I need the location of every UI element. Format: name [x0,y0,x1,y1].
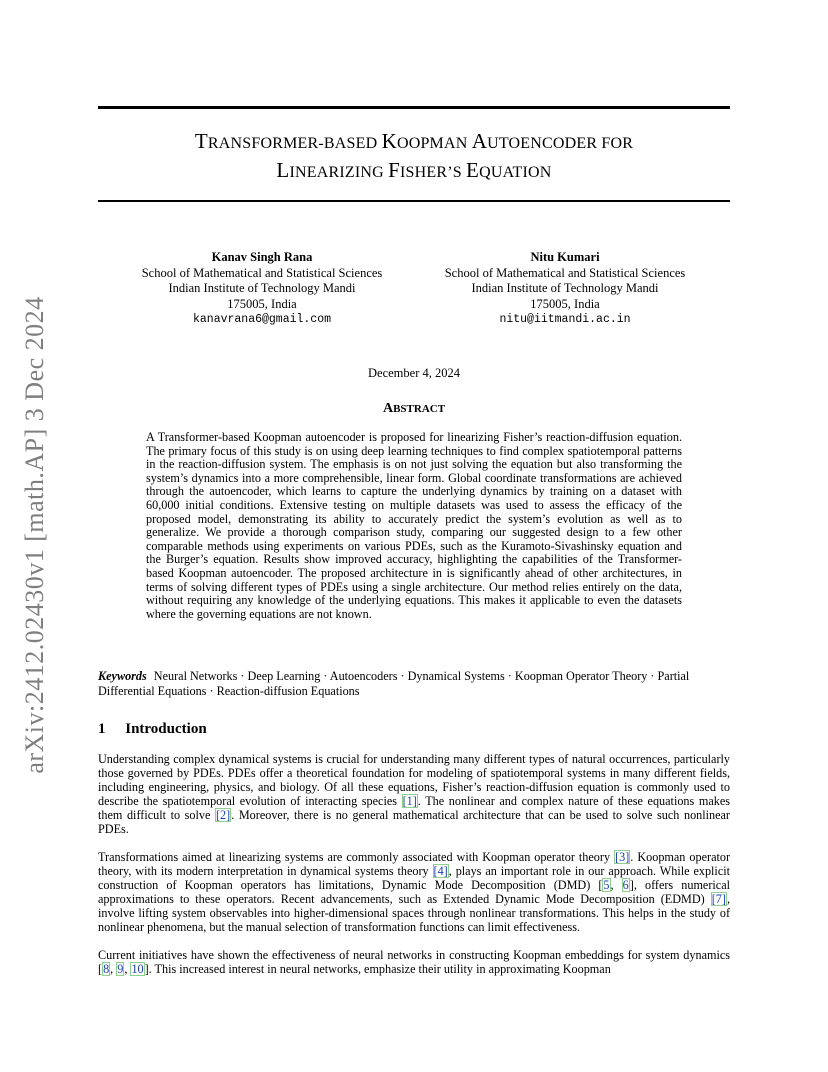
citation-link[interactable]: 5 [603,877,610,892]
intro-paragraph-1: Understanding complex dynamical systems is crucial for understanding many different types of natural occurrences, particularly those governed by PDEs. PDEs offer a theoretical foundation for modeling of spatiotemporal systems in many different fields, including engineering, physics, and biology. Of all these equations, Fisher’s reaction-diffusion equation is commonly used to describe the spatiotemporal evolution of interacting species [1]. The nonlinear and complex nature of these equations makes them difficult to solve [2]. Moreover, there is no general mathematical architecture that can be used to solve such nonlinear PDEs. [98,752,730,836]
author-1 [112,250,412,328]
author-affiliation: School of Mathematical and Statistical Sciences [444,265,686,280]
abstract-heading: ABSTRACT [382,401,446,416]
arxiv-identifier-text: arXiv:2412.02430v1 [math.AP] 3 Dec 2024 [20,296,49,774]
section-number: 1 [98,721,106,737]
citation-link[interactable]: [3] [615,850,630,864]
author-name: Kanav Singh Rana [211,250,313,264]
title-rule-bottom [98,200,730,202]
author-email[interactable]: nitu@iitmandi.ac.in [499,313,631,326]
arxiv-identifier [20,296,50,774]
author-2 [415,250,715,328]
author-email[interactable]: kanavrana6@gmail.com [192,313,332,326]
title-rule-top [98,106,730,109]
author-institute: Indian Institute of Technology Mandi [168,281,356,295]
keywords-list: Neural Networks · Deep Learning · Autoencoders · Dynamical Systems · Koopman Operator Theory · Partial Differential Equations · Reaction-diffusion Equations [98,669,690,698]
author-address: 175005, India [530,296,600,311]
keywords [98,669,730,699]
section-heading [98,721,207,738]
author-address: 175005, India [227,296,297,311]
citation-link[interactable]: [4] [433,863,448,878]
abstract-text: A Transformer-based Koopman autoencoder is proposed for linearizing Fisher’s reaction-diffusion equation. The primary focus of this study is on using deep learning techniques to find complex spatiotemporal patterns in the reaction-diffusion system. The emphasis is on not just solving the equation but also transforming the system’s dynamics into a more comprehensible, linear form. Global coordinate transformations are achieved through the autoencoder, which learns to capture the underlying dynamics by training on a dataset with 60,000 initial conditions. Extensive testing on multiple datasets was used to assess the efficacy of the proposed model, demonstrating its ability to accurately predict the system’s evolution as well as to generalize. We provide a thorough comparison study, comparing our suggested design to a few other comparable methods using experiments on various PDEs, such as the Kuramoto-Sivashinsky equation and the Burger’s equation. Results show improved accuracy, highlighting the capabilities of the Transformer-based Koopman autoencoder. The proposed architecture in is significantly ahead of other architectures, in terms of solving different types of PDEs using a single architecture. Our method relies entirely on the data, without requiring any knowledge of the underlying equations. This makes it applicable to even the datasets where the governing equations are not known. [146,430,682,621]
author-name: Nitu Kumari [530,250,600,264]
intro-paragraph-2: Transformations aimed at linearizing systems are commonly associated with Koopman operator theory [3]. Koopman operator theory, with its modern interpretation in dynamical systems theory [4], plays an important role in our approach. While explicit construction of Koopman operators has limitations, Dynamic Mode Decomposition (DMD) [5, 6], offers numerical approximations to these operators. Recent advancements, such as Extended Dynamic Mode Decomposition (EDMD) [7], involve lifting system observables into higher-dimensional spaces through nonlinear transformations. This helps in the study of nonlinear phenomena, but the manual selection of transformation functions can limit effectiveness. [98,850,731,934]
title-line-2 [98,157,730,186]
publication-date: December 4, 2024 [368,366,460,380]
citation-link[interactable]: 8 [103,961,110,976]
title-word: LINEARIZING [276,158,389,182]
section-title: Introduction [125,721,207,737]
title-word: TRANSFORMER-BASED [194,129,382,153]
title-word: AUTOENCODER FOR [471,129,634,153]
title-word: KOOPMAN [381,129,472,153]
intro-paragraph-3: Current initiatives have shown the effectiveness of neural networks in constructing Koopman embeddings for system dynamics [8, 9, 10]. This increased interest in neural networks, emphasize their utility in approximating Koopman [98,948,730,976]
title-word: FISHER’S [388,158,467,182]
citation-link[interactable]: 6 [622,877,629,892]
paper-title [98,128,730,186]
author-block [98,250,730,330]
keywords-label: Keywords [98,669,147,683]
citation-link[interactable]: [2] [215,807,231,822]
citation-link[interactable]: 10 [131,961,144,976]
title-word: EQUATION [466,158,552,182]
citation-link[interactable]: [1] [402,793,417,808]
author-affiliation: School of Mathematical and Statistical Sciences [141,265,383,280]
citation-link[interactable]: 9 [117,961,124,976]
author-institute: Indian Institute of Technology Mandi [471,281,659,295]
title-line-1 [98,128,730,157]
citation-link[interactable]: [7] [711,891,726,906]
